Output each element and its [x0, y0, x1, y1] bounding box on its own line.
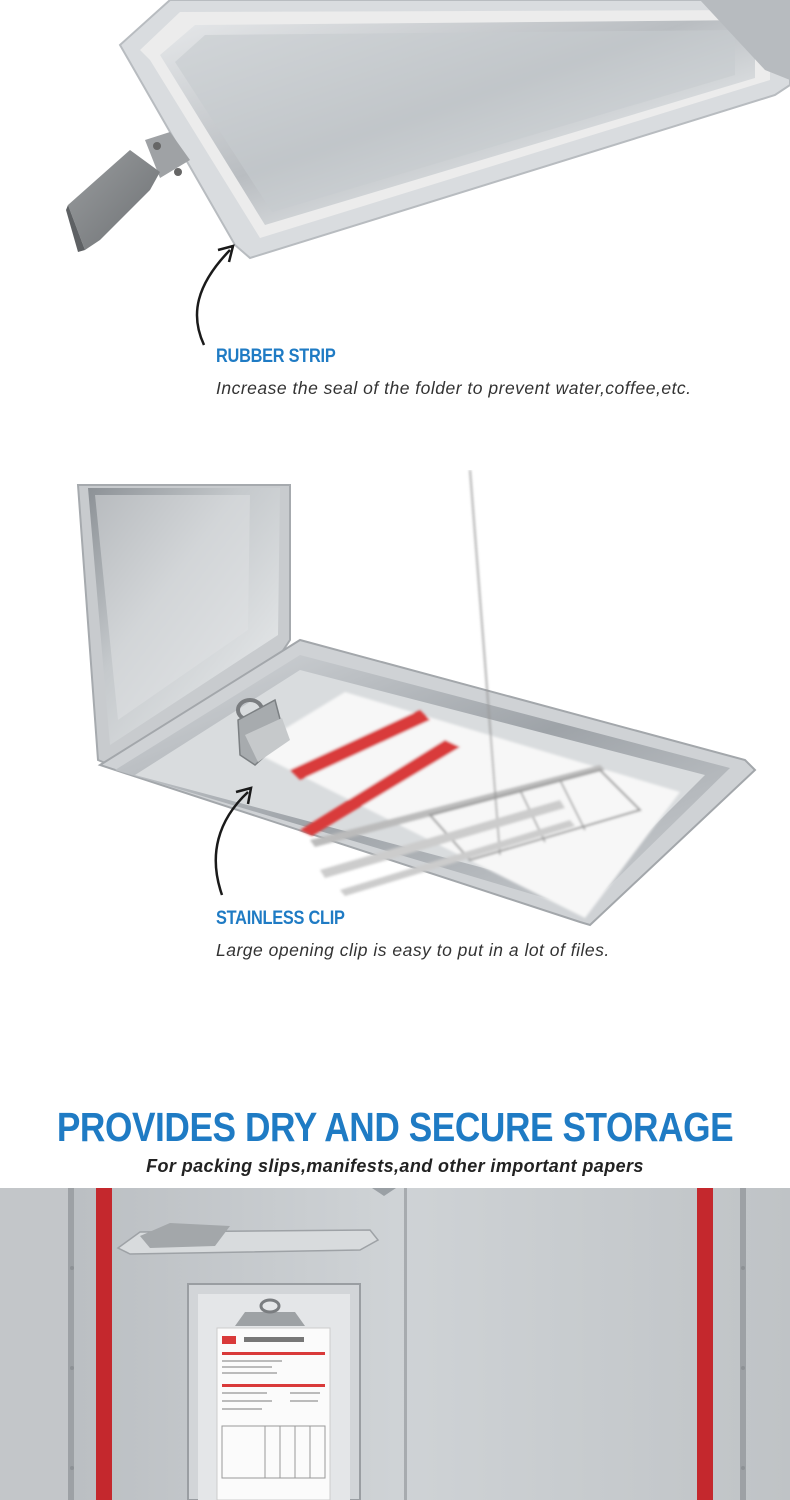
rubber-strip-product-photo [0, 0, 790, 440]
storage-subtitle: For packing slips,manifests,and other important papers [146, 1156, 644, 1176]
feature-title-stainless-clip: STAINLESS CLIP [216, 908, 345, 929]
feature-description-stainless-clip: Large opening clip is easy to put in a lot of files. [216, 940, 610, 960]
latch-hardware [66, 132, 190, 252]
feature-description-rubber-strip: Increase the seal of the folder to prevent water,coffee,etc. [216, 378, 692, 398]
stainless-clip-product-photo [0, 470, 790, 990]
rubber-strip-section [0, 0, 790, 440]
storage-section [0, 1100, 790, 1500]
storage-headline: PROVIDES DRY AND SECURE STORAGE [56, 1104, 734, 1150]
stainless-clip-section [0, 470, 790, 990]
red-reflector-strip-left [96, 1188, 112, 1500]
feature-title-rubber-strip: RUBBER STRIP [216, 346, 336, 367]
pointer-arrow [197, 250, 230, 345]
red-reflector-strip-right [697, 1188, 713, 1500]
trailer-mounted-box-photo [0, 1188, 790, 1500]
